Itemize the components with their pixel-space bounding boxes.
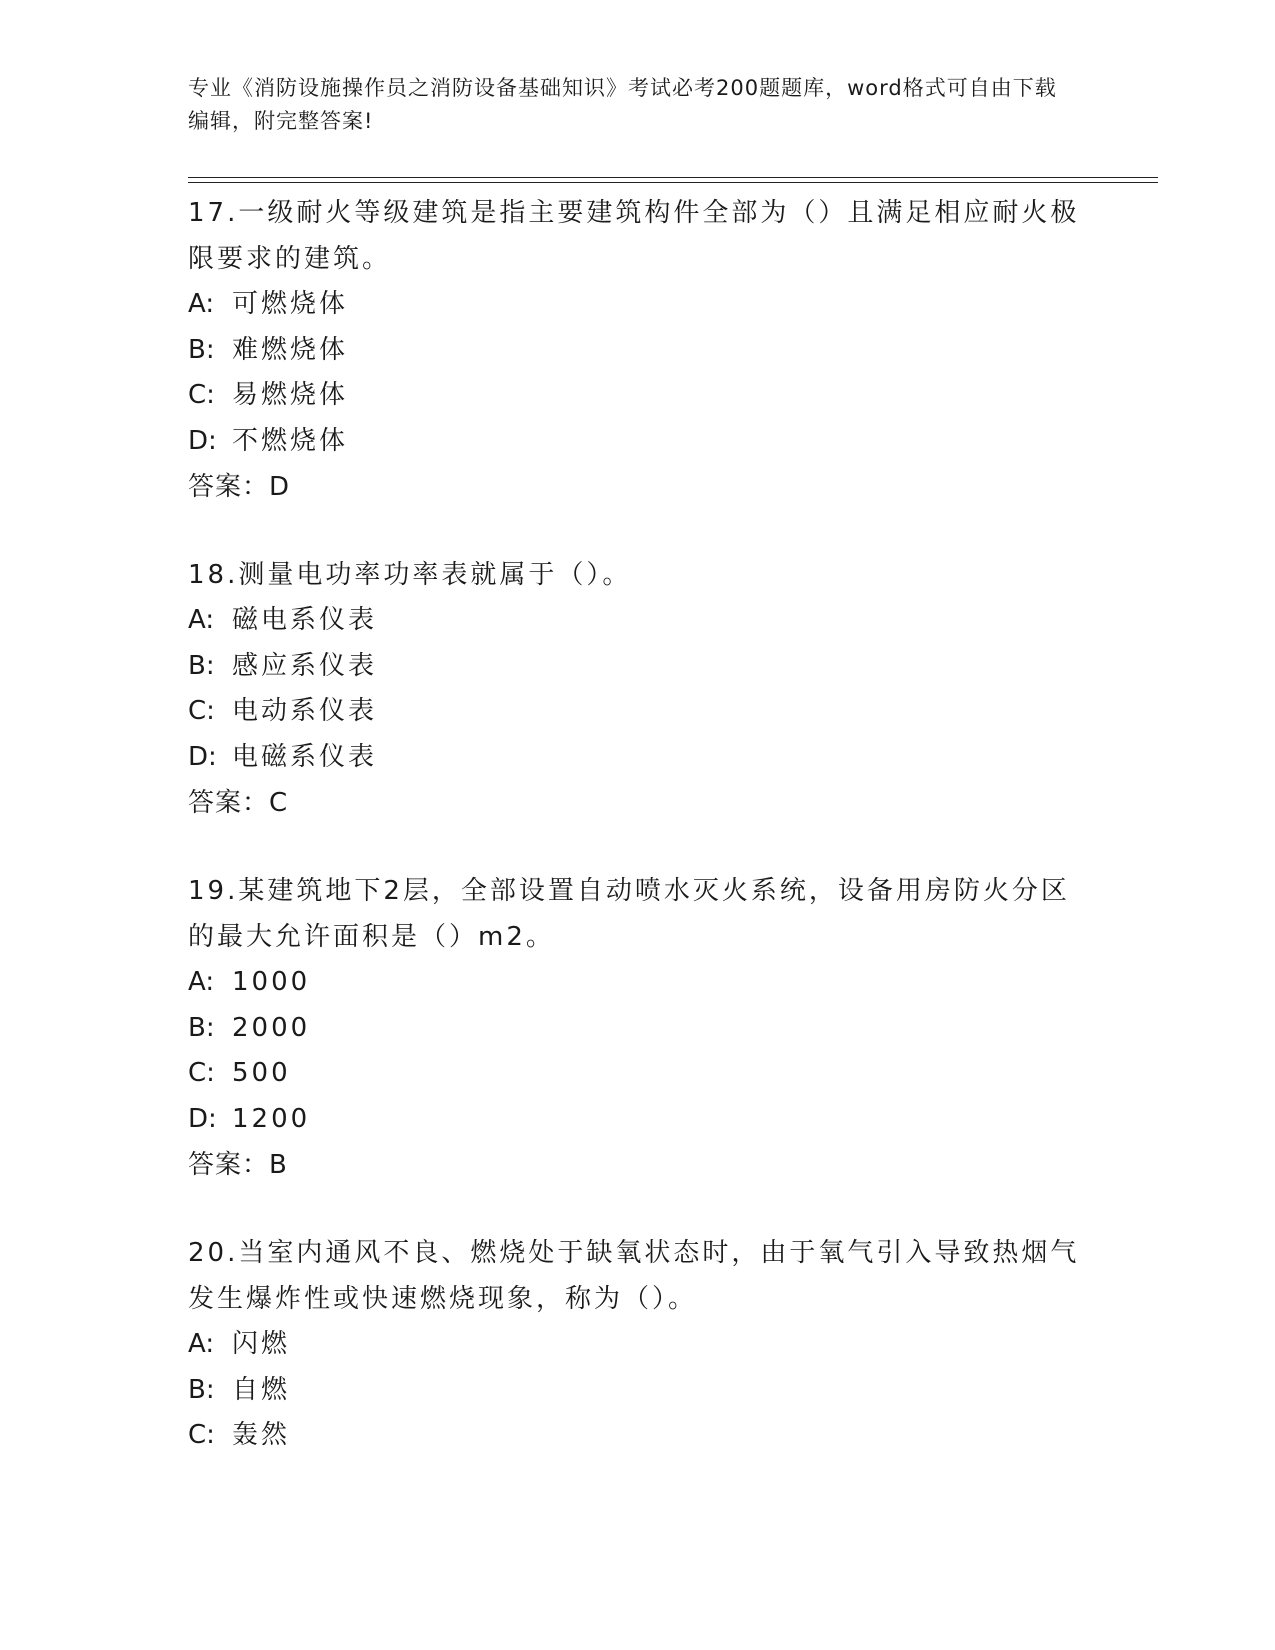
option-c [188,1051,1088,1097]
option-b [188,644,1088,690]
option-text: 易燃烧体 [232,380,349,410]
option-text: 轰然 [232,1420,291,1450]
option-text: 难燃烧体 [232,334,349,365]
option-label: C: [188,696,215,726]
question-list [188,190,1088,1501]
option-label: A: [188,1329,215,1359]
option-text: 1200 [232,1103,311,1134]
question-stem: 20.当室内通风不良、燃烧处于缺氧状态时，由于氧气引入导致热烟气发生爆炸性或快速燃烧现象，称为（）。 [188,1238,1080,1314]
option-label: C: [188,1420,215,1450]
option-label: A: [188,967,215,997]
option-label: B: [188,334,215,365]
option-c [188,689,1088,735]
option-text: 500 [232,1058,291,1088]
question-20 [188,1230,1088,1459]
option-b [188,328,1088,374]
option-a [188,282,1088,328]
option-label: B: [188,1012,215,1043]
option-a [188,598,1088,644]
option-text: 电磁系仪表 [232,741,378,772]
option-label: D: [188,741,217,772]
option-label: D: [188,425,217,456]
header-divider-top [188,177,1158,178]
answer-line: 答案：D [188,472,291,502]
option-a [188,960,1088,1006]
option-label: D: [188,1103,217,1134]
document-header: 专业《消防设施操作员之消防设备基础知识》考试必考200题题库，word格式可自由下载编辑，附完整答案! [188,76,1057,133]
option-text: 不燃烧体 [232,425,349,456]
option-label: B: [188,650,215,681]
answer-line: 答案：B [188,1150,288,1180]
option-c [188,373,1088,419]
answer-line: 答案：C [188,788,289,818]
option-b [188,1006,1088,1052]
option-label: B: [188,1374,215,1405]
option-text: 2000 [232,1012,311,1043]
option-text: 磁电系仪表 [232,605,378,635]
question-stem: 19.某建筑地下2层，全部设置自动喷水灭火系统，设备用房防火分区的最大允许面积是（）m2。 [188,876,1070,952]
question-stem: 18.测量电功率功率表就属于（）。 [188,560,632,590]
option-text: 电动系仪表 [232,696,378,726]
header-divider-bottom [188,182,1158,183]
option-text: 可燃烧体 [232,289,349,319]
option-d [188,735,1088,781]
option-label: A: [188,605,215,635]
option-c [188,1413,1088,1459]
question-19 [188,868,1088,1188]
option-a [188,1322,1088,1368]
option-text: 自燃 [232,1374,291,1405]
option-text: 感应系仪表 [232,650,378,681]
option-d [188,419,1088,465]
option-label: A: [188,289,215,319]
option-b [188,1368,1088,1414]
option-text: 闪燃 [232,1329,291,1359]
question-17 [188,190,1088,510]
option-text: 1000 [232,967,311,997]
option-label: C: [188,380,215,410]
option-label: C: [188,1058,215,1088]
question-18 [188,552,1088,826]
question-stem: 17.一级耐火等级建筑是指主要建筑构件全部为（）且满足相应耐火极限要求的建筑。 [188,198,1080,274]
option-d [188,1097,1088,1143]
